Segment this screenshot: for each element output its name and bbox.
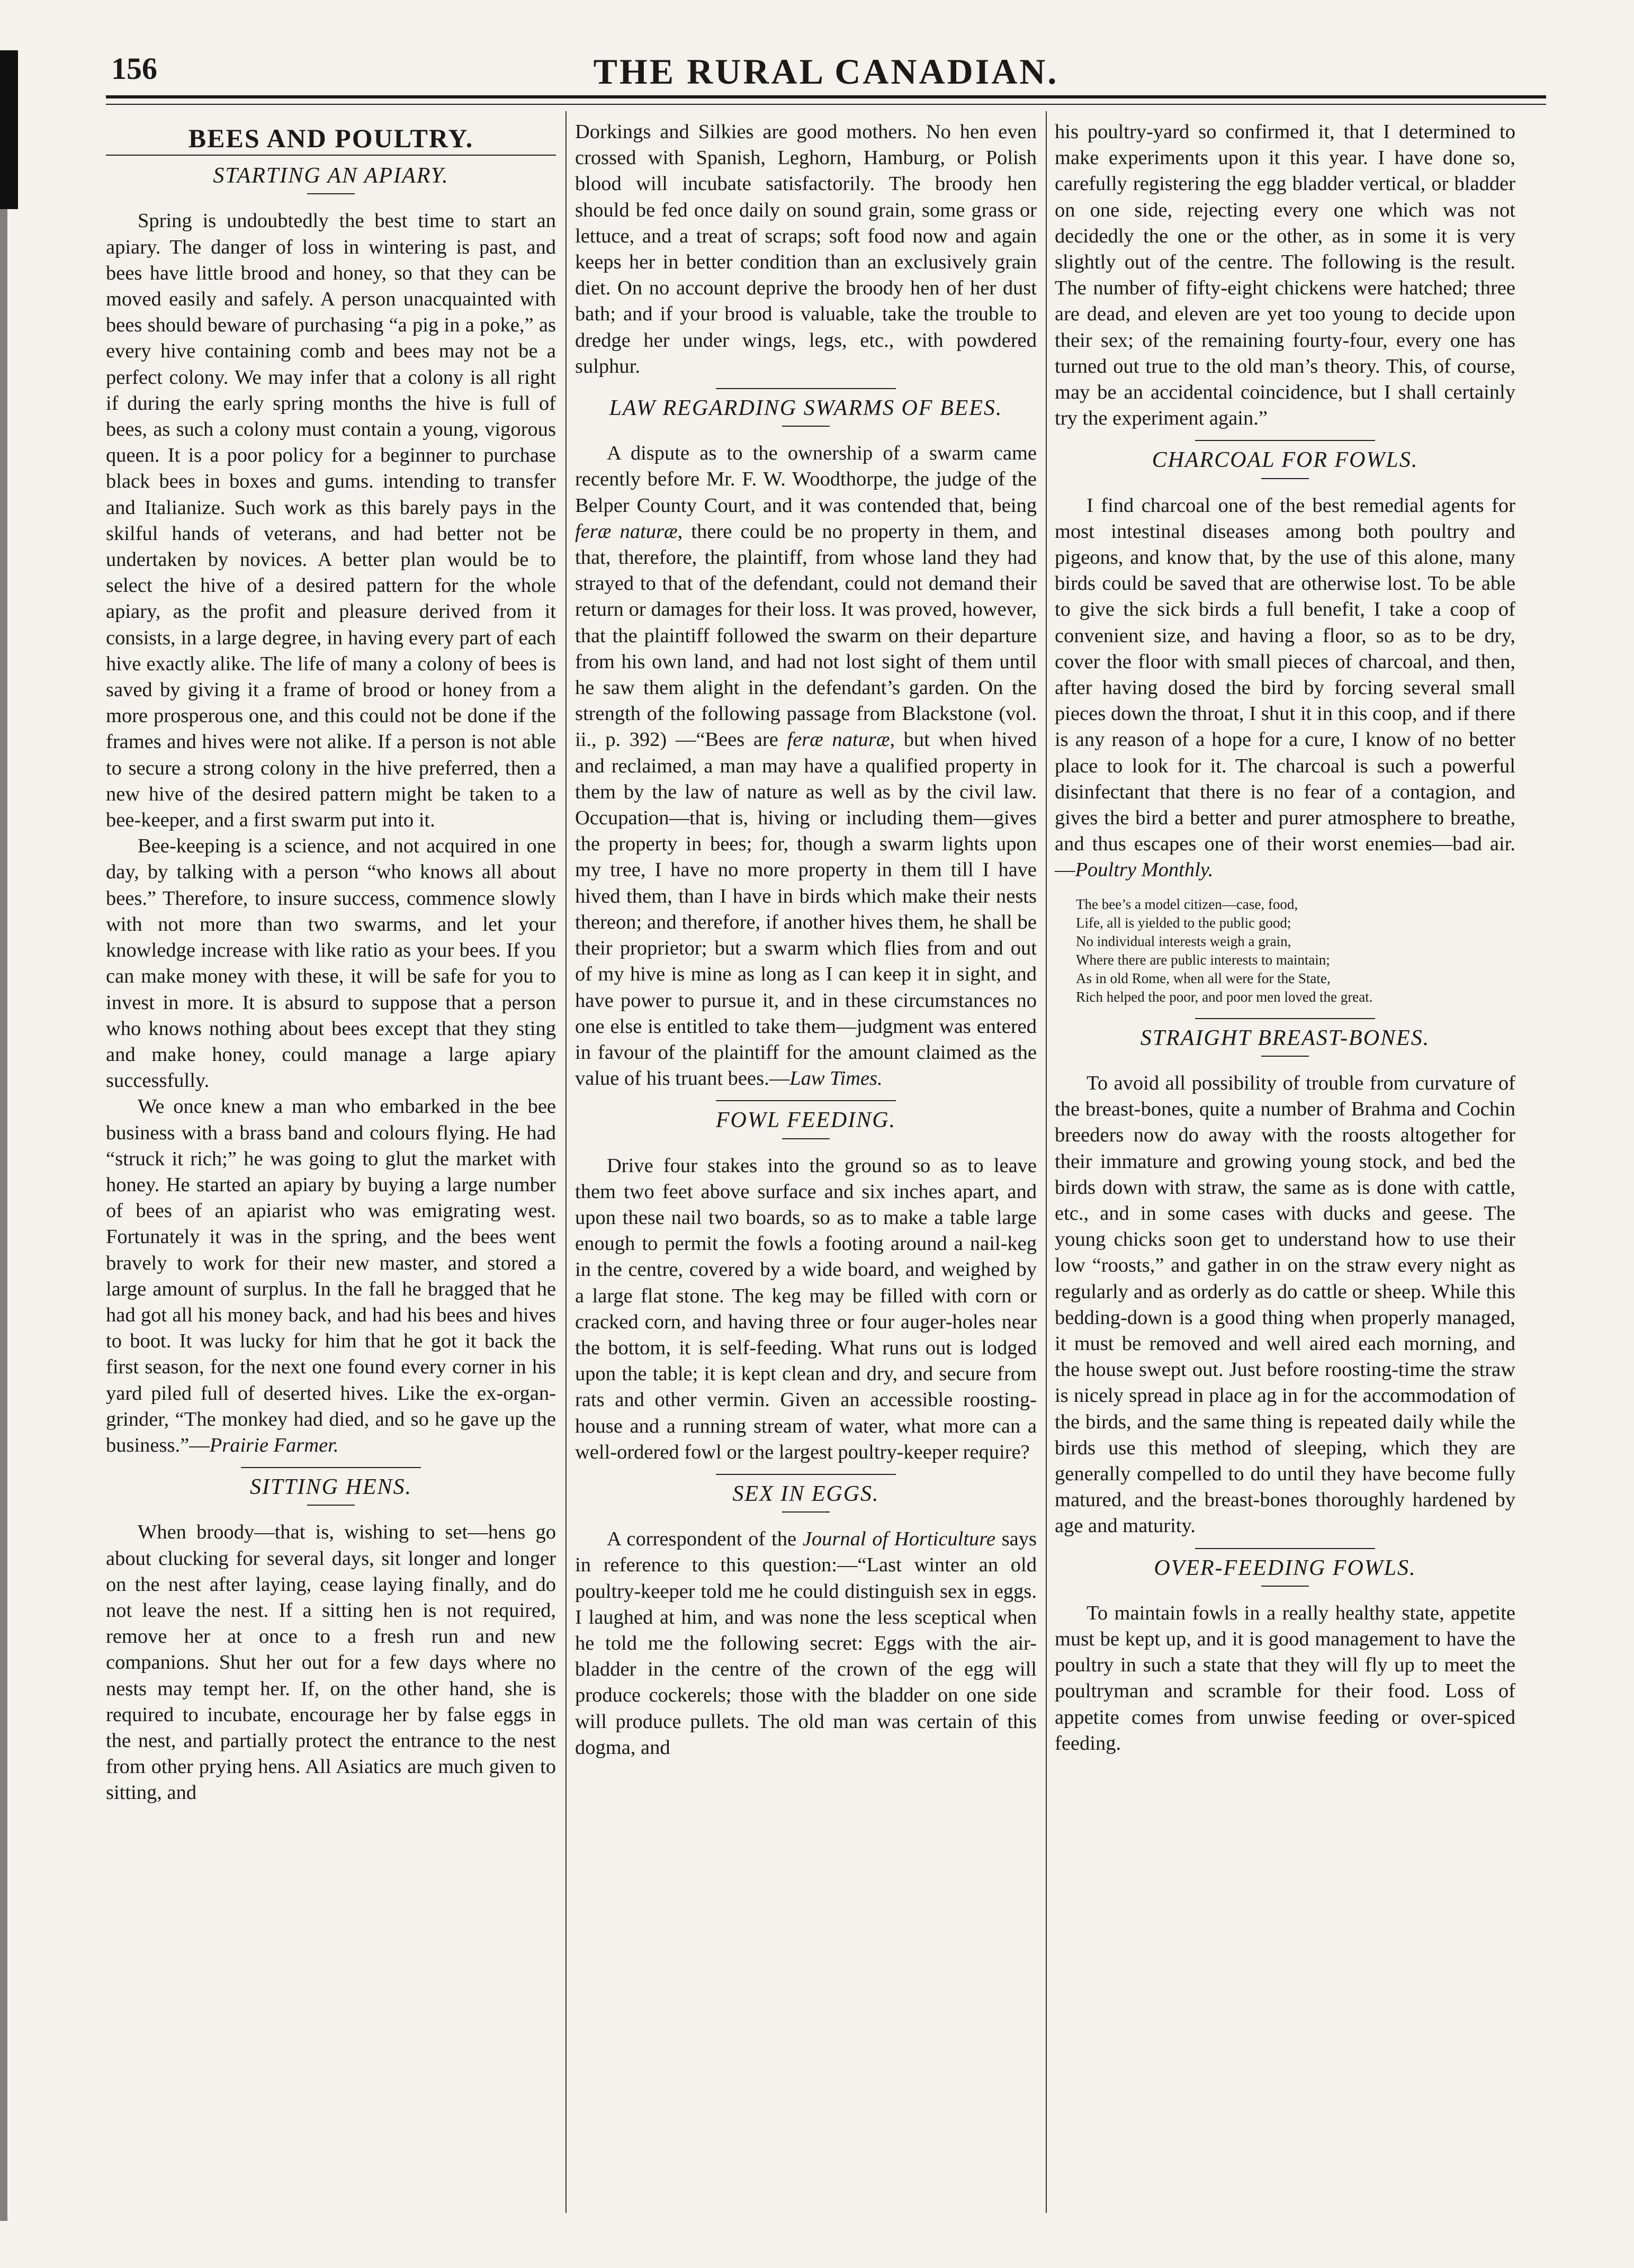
paragraph xyxy=(575,440,1037,1092)
article-separator xyxy=(1195,1018,1375,1019)
page-number: 156 xyxy=(111,51,157,86)
paragraph-continued: his poultry-yard so confirmed it, that I determined to make experiments upon it this year. I have done so, carefully registering the egg bladder vertical, or bladder on one side, rejecting every one which was not decidedly the one or the other, as in some it is very slightly out of the centre. The following is the result. The number of fifty-eight chickens were hatched; three are dead, and eleven are yet too young to decide upon their sex; of the remaining fourty-four, every one has turned out true to the old man’s theory. This, of course, may be an accidental coincidence, but I shall certainly try the experiment again.” xyxy=(1055,121,1515,430)
paragraph-text: A correspondent of the xyxy=(607,1528,803,1551)
article-separator xyxy=(716,388,896,389)
paragraph: When broody—that is, wishing to set—hens go about clucking for several days, sit longer and longer on the nest after laying, cease laying finally, and do not leave the nest. If a sitting hen is not required, remove her at once to a fresh run and new companions. Shut her out for a few days where no nests may tempt her. If, on the other hand, she is required to incubate, encourage her by false eggs in the nest, and partially protect the entrance to the nest from other prying hens. All Asiatics are much given to sitting, and xyxy=(106,1521,556,1804)
article-title-charcoal: CHARCOAL FOR FOWLS. xyxy=(1152,448,1418,473)
poem-line: Rich helped the poor, and poor men loved the great. xyxy=(1076,988,1373,1005)
poem-line: The bee’s a model citizen—case, food, xyxy=(1076,896,1298,912)
header-rule-thin xyxy=(106,104,1546,105)
article-separator xyxy=(1195,440,1375,441)
paragraph xyxy=(106,1094,556,1459)
attribution: Prairie Farmer. xyxy=(209,1434,339,1456)
article-title-over-feeding: OVER-FEEDING FOWLS. xyxy=(1154,1555,1416,1580)
latin-term: feræ naturæ xyxy=(575,520,678,543)
attribution: Poultry Monthly. xyxy=(1075,859,1214,881)
paragraph-text: We once knew a man who embarked in the bee business with a brass band and colours flying. He had “struck it rich;” he was going to glut the market with honey. He started an apiary by buying a large number of bees of an apiarist who was emigrating west. Fortunately it was in the spring, and the bees went bravely to work for their new master, and stored a large amount of surplus. In the fall he bragged that he had got all his money back, and had his bees and hives to boot. It was lucky for him that he got it back the first season, for the next one found every corner in his yard piled full of deserted hives. Like the ex-organ-grinder, “The monkey had died, and so he gave up the business.”— xyxy=(106,1095,556,1456)
paragraph-text: says in reference to this question:—“Last winter an old poultry-keeper told me he could distinguish sex in eggs. I laughed at him, and was none the less sceptical when he told me the following secret: Eggs with the air-bladder in the centre of the crown of the egg will produce cockerels; those with the bladder on one side will produce pullets. The old man was certain of this dogma, and xyxy=(575,1528,1037,1759)
paragraph: Bee-keeping is a science, and not acquired in one day, by talking with a person “who knows all about bees.” Therefore, to insure success, commence slowly with not more than two swarms, and let your knowledge increase with like ratio as your bees. If you can make money with these, it will be safe for you to invest in more. It is absurd to suppose that a person who knows nothing about bees except that they sting and make honey, could manage a large apiary successfully. xyxy=(106,835,556,1092)
title-underline xyxy=(782,1138,830,1139)
paragraph: To maintain fowls in a really healthy state, appetite must be kept up, and it is good management to have the poultry in such a state that they will fly up to meet the poultryman and scramble for their food. Loss of appetite comes from unwise feeding or over-spiced feeding. xyxy=(1055,1601,1515,1754)
journal-title: Journal of Horticulture xyxy=(802,1528,995,1551)
article-title-starting-apiary: STARTING AN APIARY. xyxy=(213,164,449,188)
section-title-rule xyxy=(106,155,556,156)
attribution: Law Times. xyxy=(789,1067,883,1090)
latin-term: feræ naturæ xyxy=(787,728,890,751)
title-underline xyxy=(307,193,355,194)
article-title-fowl-feeding: FOWL FEEDING. xyxy=(715,1108,896,1133)
poem-line: As in old Rome, when all were for the State, xyxy=(1076,970,1331,986)
paragraph xyxy=(575,1526,1037,1761)
article-separator xyxy=(716,1100,896,1101)
header-rule-thick xyxy=(106,95,1546,98)
paragraph-text: , but when hived and reclaimed, a man may have a qualified property in them by the law of nature as well as by the civil law. Occupation—that is, hiving or including them—gives the property in bees; for, though a swarm lights upon my tree, I have no more property in them till I have hived them, than I have in birds which make their nests thereon; and therefore, if another hives them, he shall be their proprietor; but a swarm which flies from and out of my hive is mine as long as I can keep it in sight, and have power to pursue it, and in these circumstances no one else is entitled to take them—judgment was entered in favour of the plaintiff for the amount claimed as the value of his truant bees.— xyxy=(575,728,1037,1090)
paragraph-text: I find charcoal one of the best remedial agents for most intestinal diseases among both poultry and pigeons, and know that, by the use of this alone, many birds could be saved that are otherwise lost. To be able to give the sick birds a full benefit, I take a coop of convenient size, and having a floor, so as to be dry, cover the floor with small pieces of charcoal, and then, after having dosed the bird by forcing several small pieces down the throat, I shut it in this coop, and if there is any reason of a hope for a cure, I know of no better place to look for it. The charcoal is such a powerful disinfectant that there is no fear of a contagion, and gives the bird a better and purer atmosphere to breathe, and thus escapes one of their worst enemies—bad air. — xyxy=(1055,494,1515,881)
title-underline xyxy=(307,1505,355,1506)
title-underline xyxy=(782,426,830,427)
poem-line: No individual interests weigh a grain, xyxy=(1076,933,1291,949)
poem xyxy=(1076,895,1515,1006)
column-2 xyxy=(575,119,1037,2216)
article-separator xyxy=(1195,1548,1375,1549)
column-1 xyxy=(106,119,556,2216)
paragraph: Drive four stakes into the ground so as to leave them two feet above surface and six inches apart, and upon these nail two boards, so as to make a table large enough to permit the fowls a footing around a nail-keg in the centre, covered by a wide board, and weighed by a large flat stone. The keg may be filled with corn or cracked corn, and having three or four auger-holes near the bottom, it is self-feeding. What runs out is lodged upon the table; it is kept clean and dry, and secure from rats and other vermin. Given an accessible roosting-house and a running stream of water, what more can a well-ordered fowl or the largest poultry-keeper require? xyxy=(575,1154,1037,1463)
paragraph: Spring is undoubtedly the best time to start an apiary. The danger of loss in wintering is past, and bees have little brood and honey, so that they can be moved easily and safely. A person unacquainted with bees should beware of purchasing “a pig in a poke,” as every hive containing comb and bees may not be a perfect colony. We may infer that a colony is all right if during the early spring months the hive is full of bees, as such a colony must contain a young, vigorous queen. It is a poor policy for a beginner to purchase black bees in boxes and gums. intending to transfer and Italianize. Such work as this barely pays in the skilful hands of veterans, and had better not be undertaken by novices. A better plan would be to select the hive of a desired pattern for the whole apiary, as the profit and pleasure derived from it consists, in a large degree, in having every part of each hive exactly alike. The life of many a colony of bees is saved by giving it a frame of brood or honey from a more prosperous one, and this could not be done if the frames and hives were not alike. If a person is not able to secure a strong colony in the hive preferred, then a new hive of the desired pattern might be taken to a bee-keeper, and a first swarm put into it. xyxy=(106,210,556,832)
column-divider-2 xyxy=(1046,111,1047,2213)
paragraph-continued: Dorkings and Silkies are good mothers. No hen even crossed with Spanish, Leghorn, Hamburg, or Polish blood will incubate satisfactorily. The broody hen should be fed once daily on sound grain, some grass or lettuce, and a treat of scraps; soft food now and again keeps her in better condition than an exclusively grain diet. On no account deprive the broody hen of her dust bath; and if your brood is valuable, take the trouble to dredge her under wings, legs, etc., with powdered sulphur. xyxy=(575,121,1037,377)
scan-edge-shadow xyxy=(0,50,7,2221)
scan-edge-mark xyxy=(0,50,18,209)
section-title: BEES AND POULTRY. xyxy=(188,123,474,153)
article-separator xyxy=(716,1474,896,1475)
masthead: THE RURAL CANADIAN. xyxy=(593,51,1059,92)
article-separator xyxy=(241,1467,421,1468)
article-title-sex-in-eggs: SEX IN EGGS. xyxy=(732,1481,879,1506)
article-title-law-swarms: LAW REGARDING SWARMS OF BEES. xyxy=(609,396,1003,421)
article-title-breast-bones: STRAIGHT BREAST-BONES. xyxy=(1140,1025,1430,1050)
title-underline xyxy=(1261,1056,1309,1057)
title-underline xyxy=(782,1511,830,1513)
column-3 xyxy=(1055,119,1515,2216)
page-header xyxy=(111,51,1541,109)
column-divider-1 xyxy=(565,111,567,2213)
poem-line: Life, all is yielded to the public good; xyxy=(1076,914,1291,931)
poem-line: Where there are public interests to maintain; xyxy=(1076,951,1330,968)
title-underline xyxy=(1261,478,1309,479)
paragraph xyxy=(1055,493,1515,884)
paragraph: To avoid all possibility of trouble from curvature of the breast-bones, quite a number of Brahma and Cochin breeders now do away with the roosts altogether for their immature and growing young stock, and bed the birds down with straw, the same as is done with cattle, etc., and in some cases with ducks and geese. The young chicks soon get to understand how to use their low “roosts,” and gather in on the straw every night as regularly and as orderly as do cattle or sheep. While this bedding-down is a good thing when properly managed, it must be removed and well aired each morning, and the house swept out. Just before roosting-time the straw is nicely spread in place ag in for the accommodation of the birds, and the same thing is repeated daily while the birds use this method of sleeping, which they are generally compelled to do until they have become fully matured, and the breast-bones thoroughly hardened by age and maturity. xyxy=(1055,1072,1515,1537)
paragraph-text: A dispute as to the ownership of a swarm came recently before Mr. F. W. Woodthorpe, the judge of the Belper County Court, and it was contended that, being xyxy=(575,442,1037,517)
article-title-sitting-hens: SITTING HENS. xyxy=(249,1475,412,1500)
paragraph-text: , there could be no property in them, and that, therefore, the plaintiff, from whose land they had strayed to that of the defendant, could not demand their return or damages for their loss. It was proved, however, that the plaintiff followed the swarm on their departure from his own land, and had not lost sight of them until he saw them alight in the defendant’s garden. On the strength of the following passage from Blackstone (vol. ii., p. 392) —“Bees are xyxy=(575,520,1037,751)
title-underline xyxy=(1261,1586,1309,1587)
